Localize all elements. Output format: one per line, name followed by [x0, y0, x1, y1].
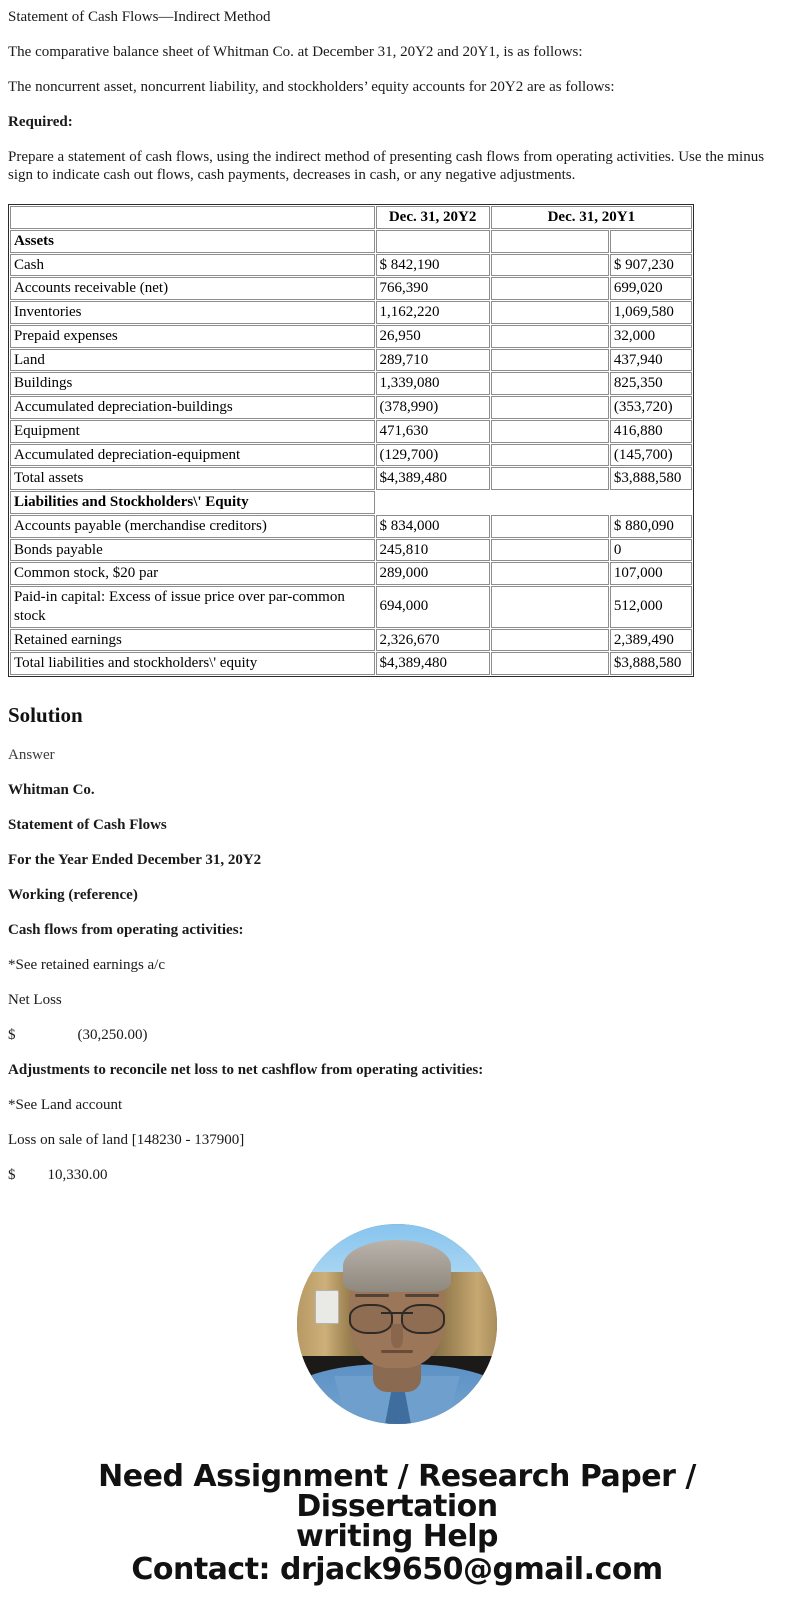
header-cell-dec31-20y1: Dec. 31, 20Y1 — [491, 206, 692, 229]
promo-line-2: writing Help — [296, 1519, 498, 1555]
net-loss-amount-line — [8, 1026, 786, 1044]
loss-on-land-value: 10,330.00 — [47, 1167, 108, 1184]
avatar-eyebrow-right — [405, 1294, 439, 1297]
value-cell-20y1: (353,720) — [610, 396, 692, 419]
section-header-cell: Assets — [10, 230, 375, 253]
table-row — [10, 230, 692, 253]
section-blank-cell — [491, 491, 609, 514]
table-row — [10, 467, 692, 490]
row-label-cell: Total liabilities and stockholders\' equity — [10, 652, 375, 675]
table-header-row — [10, 206, 692, 229]
promo-footer — [8, 1459, 786, 1615]
avatar — [297, 1224, 497, 1424]
value-cell-20y1: 416,880 — [610, 420, 692, 443]
answer-label: Answer — [8, 747, 55, 764]
avatar-lens-left — [349, 1304, 393, 1334]
spacer-cell — [491, 325, 609, 348]
net-loss-value: (30,250.00) — [77, 1027, 148, 1044]
loss-on-land-currency: $ — [8, 1167, 16, 1184]
promo-line-1: Need Assignment / Research Paper / Dissertation — [98, 1459, 696, 1525]
statement-period: For the Year Ended December 31, 20Y2 — [8, 852, 262, 869]
spacer-cell — [491, 586, 609, 628]
value-cell-20y1: 437,940 — [610, 349, 692, 372]
value-cell-20y1: 699,020 — [610, 277, 692, 300]
value-cell-20y2: 289,000 — [376, 562, 490, 585]
see-retained-earnings-note: *See retained earnings a/c — [8, 957, 166, 974]
header-cell-blank — [10, 206, 375, 229]
row-label-cell: Inventories — [10, 301, 375, 324]
spacer-cell — [491, 515, 609, 538]
avatar-glasses-bridge — [381, 1312, 413, 1314]
table-row — [10, 301, 692, 324]
working-reference: Working (reference) — [8, 887, 138, 904]
intro-paragraph-2: The noncurrent asset, noncurrent liability, and stockholders’ equity accounts for 20Y2 are as follows: — [8, 79, 615, 95]
avatar-hair — [343, 1240, 451, 1292]
table-row — [10, 515, 692, 538]
section-blank-cell — [610, 230, 692, 253]
value-cell-20y1: 32,000 — [610, 325, 692, 348]
spacer-cell — [491, 539, 609, 562]
header-cell-dec31-20y2: Dec. 31, 20Y2 — [376, 206, 490, 229]
row-label-cell: Buildings — [10, 372, 375, 395]
value-cell-20y1: (145,700) — [610, 444, 692, 467]
value-cell-20y1: 107,000 — [610, 562, 692, 585]
table-row — [10, 629, 692, 652]
value-cell-20y2: $4,389,480 — [376, 467, 490, 490]
table-row — [10, 652, 692, 675]
table-row — [10, 562, 692, 585]
row-label-cell: Paid-in capital: Excess of issue price over par-common stock — [10, 586, 375, 628]
table-row — [10, 420, 692, 443]
spacer-cell — [491, 629, 609, 652]
balance-sheet-table-wrapper — [8, 204, 786, 677]
operating-activities-heading: Cash flows from operating activities: — [8, 922, 244, 939]
value-cell-20y2: $ 834,000 — [376, 515, 490, 538]
spacer-cell — [491, 562, 609, 585]
promo-contact: Contact: drjack9650@gmail.com — [131, 1552, 663, 1588]
statement-title: Statement of Cash Flows — [8, 817, 167, 834]
table-row — [10, 491, 692, 514]
value-cell-20y2: 694,000 — [376, 586, 490, 628]
value-cell-20y2: $ 842,190 — [376, 254, 490, 277]
spacer-cell — [491, 372, 609, 395]
row-label-cell: Retained earnings — [10, 629, 375, 652]
table-row — [10, 372, 692, 395]
avatar-mouth — [381, 1350, 413, 1353]
balance-sheet-table — [8, 204, 694, 677]
row-label-cell: Total assets — [10, 467, 375, 490]
row-label-cell: Accumulated depreciation-equipment — [10, 444, 375, 467]
table-row — [10, 586, 692, 628]
row-label-cell: Accumulated depreciation-buildings — [10, 396, 375, 419]
avatar-row — [8, 1224, 786, 1424]
value-cell-20y2: 766,390 — [376, 277, 490, 300]
value-cell-20y1: 825,350 — [610, 372, 692, 395]
required-text: Prepare a statement of cash flows, using the indirect method of presenting cash flows from operating activities. Use the minus sign to indicate cash out flows, cash payments, decreases in cash, or any negative adjustments. — [8, 149, 765, 183]
spacer-cell — [491, 467, 609, 490]
table-row — [10, 349, 692, 372]
value-cell-20y1: $3,888,580 — [610, 652, 692, 675]
avatar-nose — [391, 1324, 403, 1348]
table-row — [10, 277, 692, 300]
spacer-cell — [491, 277, 609, 300]
value-cell-20y2: (378,990) — [376, 396, 490, 419]
row-label-cell: Common stock, $20 par — [10, 562, 375, 585]
value-cell-20y2: 26,950 — [376, 325, 490, 348]
spacer-cell — [491, 254, 609, 277]
spacer-cell — [491, 396, 609, 419]
row-label-cell: Cash — [10, 254, 375, 277]
table-row — [10, 254, 692, 277]
value-cell-20y2: 245,810 — [376, 539, 490, 562]
spacer-cell — [491, 301, 609, 324]
row-label-cell: Accounts payable (merchandise creditors) — [10, 515, 375, 538]
avatar-lens-right — [401, 1304, 445, 1334]
row-label-cell: Bonds payable — [10, 539, 375, 562]
section-blank-cell — [376, 230, 490, 253]
spacer-cell — [491, 652, 609, 675]
spacer-cell — [491, 349, 609, 372]
row-label-cell: Land — [10, 349, 375, 372]
adjustments-heading: Adjustments to reconcile net loss to net cashflow from operating activities: — [8, 1062, 484, 1079]
required-label: Required: — [8, 114, 73, 130]
value-cell-20y2: 471,630 — [376, 420, 490, 443]
document-title: Statement of Cash Flows—Indirect Method — [8, 9, 271, 25]
value-cell-20y1: 0 — [610, 539, 692, 562]
value-cell-20y1: $3,888,580 — [610, 467, 692, 490]
value-cell-20y1: 512,000 — [610, 586, 692, 628]
value-cell-20y2: 1,339,080 — [376, 372, 490, 395]
loss-on-sale-of-land-label: Loss on sale of land [148230 - 137900] — [8, 1132, 245, 1149]
see-land-account-note: *See Land account — [8, 1097, 123, 1114]
value-cell-20y1: 2,389,490 — [610, 629, 692, 652]
table-row — [10, 444, 692, 467]
solution-heading: Solution — [8, 703, 83, 727]
avatar-eyebrow-left — [355, 1294, 389, 1297]
row-label-cell: Prepaid expenses — [10, 325, 375, 348]
loss-on-land-amount-line — [8, 1166, 786, 1184]
value-cell-20y2: 1,162,220 — [376, 301, 490, 324]
value-cell-20y1: 1,069,580 — [610, 301, 692, 324]
company-name: Whitman Co. — [8, 782, 95, 799]
value-cell-20y2: 2,326,670 — [376, 629, 490, 652]
value-cell-20y2: $4,389,480 — [376, 652, 490, 675]
value-cell-20y1: $ 907,230 — [610, 254, 692, 277]
value-cell-20y2: (129,700) — [376, 444, 490, 467]
value-cell-20y1: $ 880,090 — [610, 515, 692, 538]
table-row — [10, 539, 692, 562]
section-blank-cell — [610, 491, 692, 514]
row-label-cell: Equipment — [10, 420, 375, 443]
table-row — [10, 396, 692, 419]
row-label-cell: Accounts receivable (net) — [10, 277, 375, 300]
spacer-cell — [491, 444, 609, 467]
table-row — [10, 325, 692, 348]
section-blank-cell — [491, 230, 609, 253]
net-loss-currency: $ — [8, 1027, 16, 1044]
avatar-wall-switch — [315, 1290, 339, 1324]
value-cell-20y2: 289,710 — [376, 349, 490, 372]
spacer-cell — [491, 420, 609, 443]
section-header-cell: Liabilities and Stockholders\' Equity — [10, 491, 375, 514]
intro-paragraph-1: The comparative balance sheet of Whitman Co. at December 31, 20Y2 and 20Y1, is as follows: — [8, 44, 583, 60]
net-loss-label: Net Loss — [8, 992, 62, 1009]
section-blank-cell — [376, 491, 490, 514]
